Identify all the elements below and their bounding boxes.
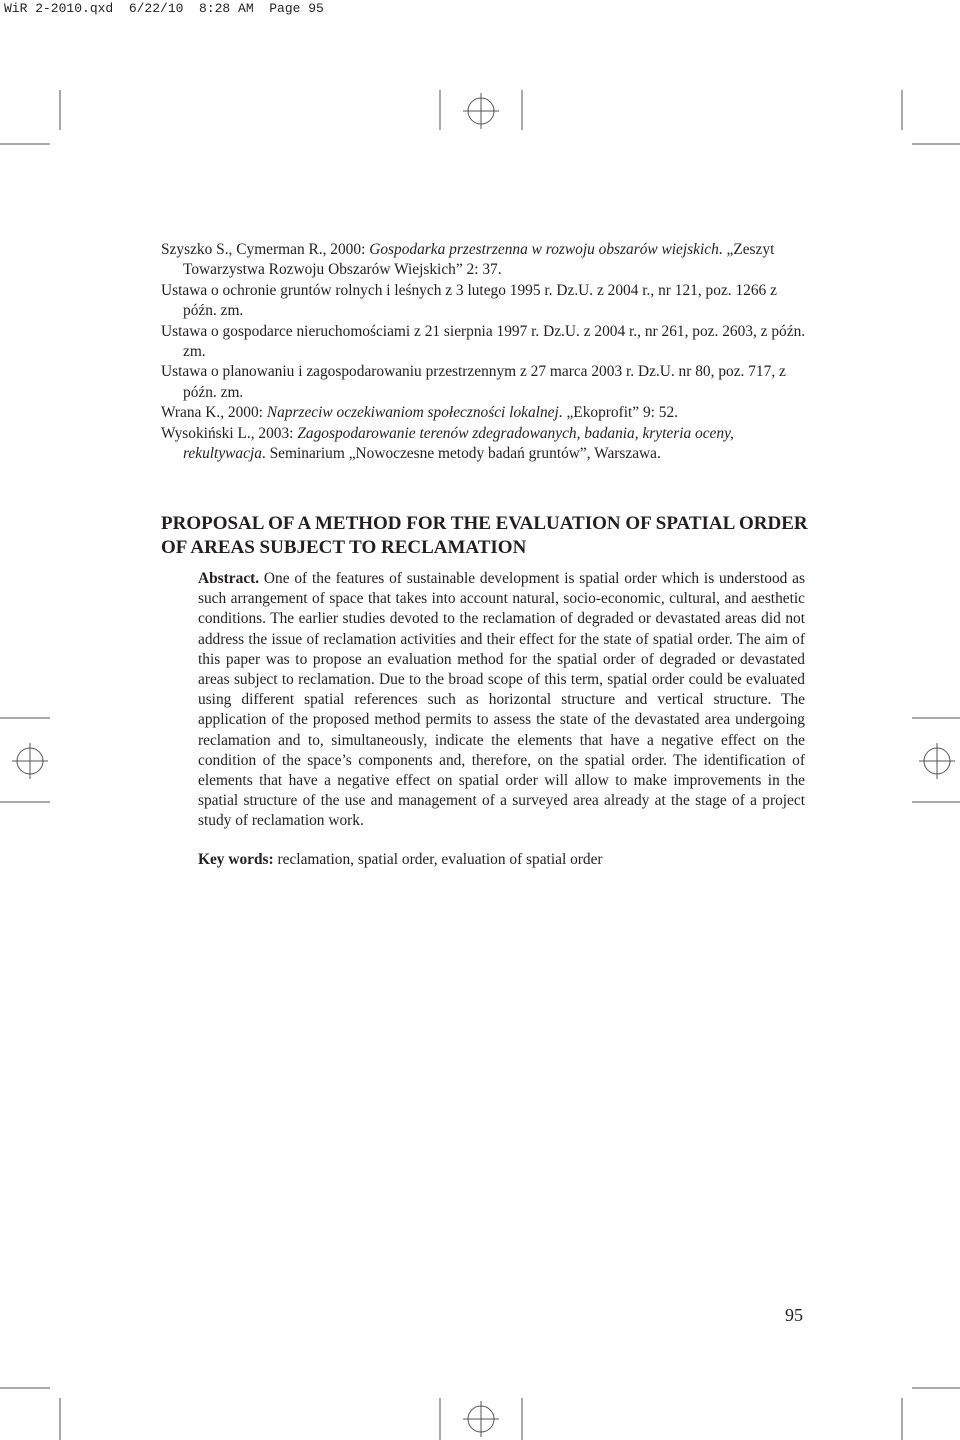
reference-title: Gospodarka przestrzenna w rozwoju obszarów wiejskich xyxy=(369,241,719,258)
reference-text: Wysokiński L., 2003: xyxy=(161,424,298,442)
abstract-label: Abstract. xyxy=(198,570,260,587)
reference-entry xyxy=(161,362,808,403)
reference-entry xyxy=(161,403,808,423)
reference-entry xyxy=(161,424,808,465)
reference-title: Zagospodarowanie terenów zdegradowanych, badania, kryteria oceny, rekultywacja xyxy=(183,424,734,463)
reference-entry xyxy=(161,322,808,363)
reference-entry xyxy=(161,281,808,322)
reference-text: Ustawa o planowaniu i zagospodarowaniu przestrzennym z 27 marca 2003 r. Dz.U. nr 80, poz. 717, z późn. zm. xyxy=(161,363,786,401)
reference-text: Ustawa o ochronie gruntów rolnych i leśnych z 3 lutego 1995 r. Dz.U. z 2004 r., nr 121, poz. 1266 z późn. zm. xyxy=(161,281,777,320)
abstract xyxy=(198,569,805,832)
keywords xyxy=(198,850,805,870)
page-number: 95 xyxy=(785,1305,803,1325)
reference-text: Ustawa o gospodarce nieruchomościami z 21 sierpnia 1997 r. Dz.U. z 2004 r., nr 261, poz. 2603, z późn. zm. xyxy=(161,322,806,361)
paper-title: PROPOSAL OF A METHOD FOR THE EVALUATION OF SPATIAL ORDER OF AREAS SUBJECT TO RECLAMATION xyxy=(161,513,808,558)
references-list xyxy=(161,240,808,464)
reference-title: Naprzeciw oczekiwaniom społeczności lokalnej xyxy=(266,404,559,422)
registration-mark-top xyxy=(440,90,522,130)
print-slug: WiR 2-2010.qxd 6/22/10 8:28 AM Page 95 xyxy=(4,1,324,16)
reference-text: . „Ekoprofit” 9: 52. xyxy=(558,404,679,422)
reference-text: . „Zeszyt Towarzystwa Rozwoju Obszarów Wiejskich” 2: 37. xyxy=(183,241,775,279)
keywords-text: reclamation, spatial order, evaluation of spatial order xyxy=(273,851,603,868)
reference-text: Szyszko S., Cymerman R., 2000: xyxy=(161,241,370,258)
keywords-label: Key words: xyxy=(198,851,274,868)
reference-entry xyxy=(161,240,808,281)
reference-text: Wrana K., 2000: xyxy=(161,404,267,422)
registration-mark-left xyxy=(0,718,50,802)
abstract-text: One of the features of sustainable development is spatial order which is understood as such arrangement of space that takes into account natural, socio-economic, cultural, and aesthetic conditions. The earlier studies devoted to the reclamation of degraded or devastated areas did not address the issue of reclamation activities and their effect for the state of spatial order. The aim of this paper was to propose an evaluation method for the spatial order of degraded or devastated areas subject to reclamation. Due to the broad scope of this term, spatial order could be evaluated using different spatial references such as horizontal structure and vertical structure. The application of the proposed method permits to assess the state of the devastated area undergoing reclamation and to, simultaneously, indicate the elements that have a negative effect on the condition of the space’s components and, therefore, on the spatial order. The identification of elements that have a negative effect on spatial order will allow to make improvements in the spatial structure of the use and management of a surveyed area already at the stage of a project study of reclamation work. xyxy=(198,570,805,830)
reference-text: . Seminarium „Nowoczesne metody badań gruntów”, Warszawa. xyxy=(261,445,661,463)
registration-mark-bottom xyxy=(440,1398,522,1440)
registration-mark-right xyxy=(912,718,960,802)
